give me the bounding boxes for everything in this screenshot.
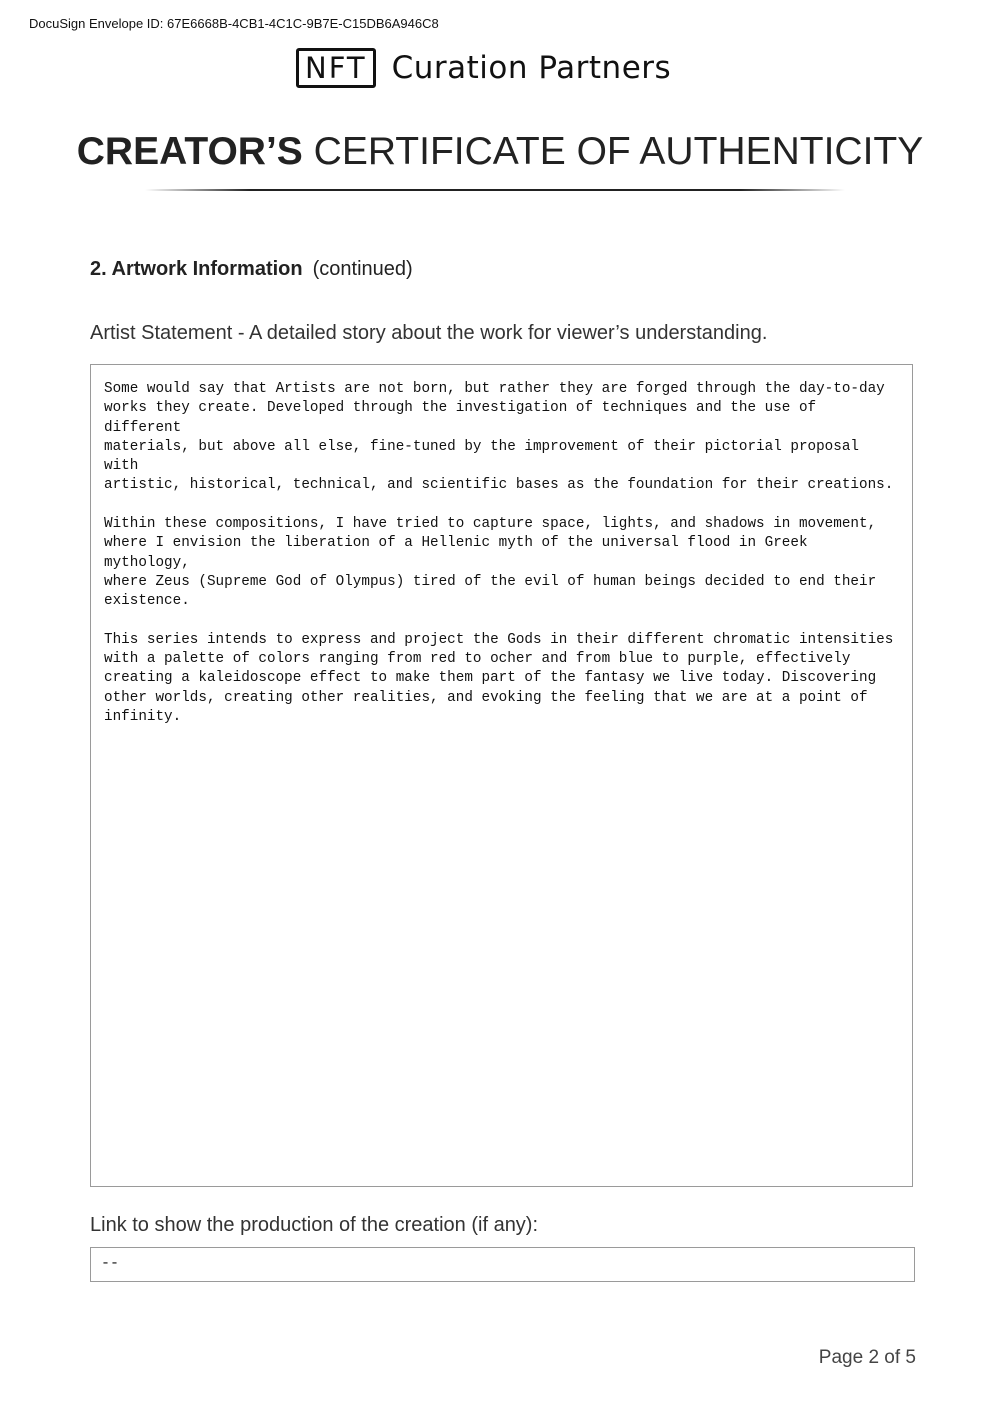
page-number: Page 2 of 5 xyxy=(818,1347,916,1368)
production-link-label: Link to show the production of the creation (if any): xyxy=(90,1214,539,1236)
statement-paragraph-2: Within these compositions, I have tried to capture space, lights, and shadows in movement, where I envision the liberation of a Hellenic myth of the universal flood in Greek mythology, where Zeus (Supreme God of Olympus) tired of the evil of human beings decided to end their existence. xyxy=(104,516,877,610)
page-title xyxy=(0,128,1000,176)
title-rest: CERTIFICATE OF AUTHENTICITY xyxy=(313,130,924,173)
production-link-field[interactable]: -- xyxy=(90,1247,915,1282)
logo-wordmark: Curation Partners xyxy=(391,49,672,86)
envelope-id: DocuSign Envelope ID: 67E6668B-4CB1-4C1C-9B7E-C15DB6A946C8 xyxy=(29,16,439,31)
statement-paragraph-3: This series intends to express and project the Gods in their different chromatic intensities with a palette of colors ranging from red to ocher and from blue to purple, effectively creating a kaleidoscope effect to make them part of the fantasy we live today. Discovering other worlds, creating other realities, and evoking the feeling that we are at a point of infinity. xyxy=(104,631,894,726)
artist-statement-label: Artist Statement - A detailed story about the work for viewer’s understanding. xyxy=(90,322,768,344)
statement-paragraph-1: Some would say that Artists are not born, but rather they are forged through the day-to-day works they create. Developed through the investigation of techniques and the use of different materials, but above all else, fine-tuned by the improvement of their pictorial proposal with artistic, historical, technical, and scientific bases as the foundation for their creations. xyxy=(104,381,894,494)
section-heading xyxy=(90,256,413,282)
title-bold-part: CREATOR’S xyxy=(76,130,303,173)
section-title: 2. Artwork Information xyxy=(90,258,303,280)
artist-statement-field[interactable] xyxy=(90,364,913,1187)
logo-nft-box: NFT xyxy=(296,48,376,88)
title-divider xyxy=(145,189,845,191)
section-note: (continued) xyxy=(312,258,413,280)
nft-curation-partners-logo xyxy=(296,47,671,89)
